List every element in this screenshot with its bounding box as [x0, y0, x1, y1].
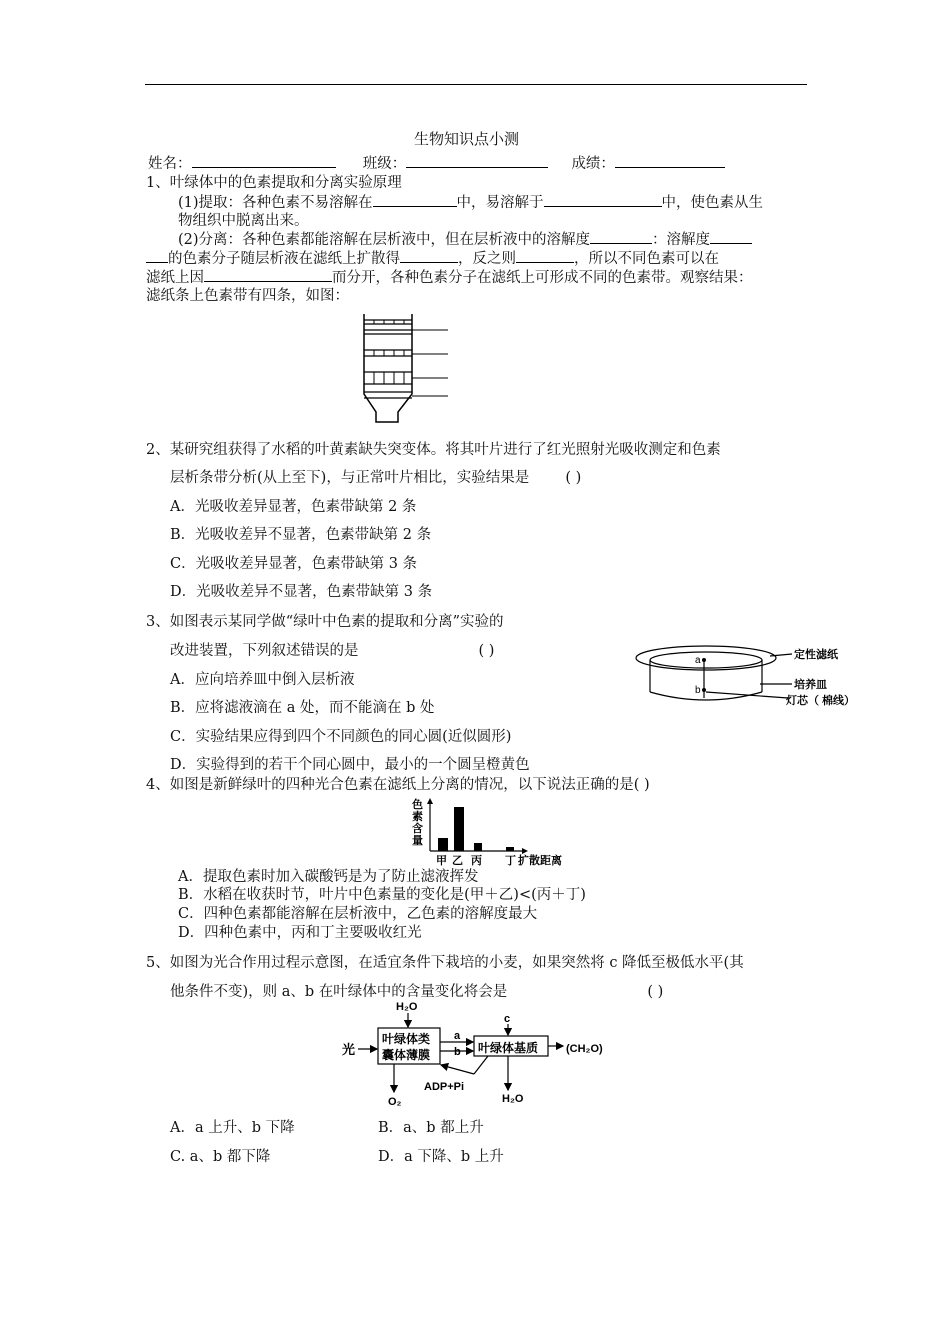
bar-ding [506, 847, 514, 851]
q1-blank-8[interactable] [204, 267, 332, 282]
name-field[interactable] [192, 153, 336, 168]
bar-yi [454, 807, 464, 851]
q2-option-b[interactable]: B．光吸收差异不显著，色素带缺第 2 条 [170, 527, 432, 543]
q1-p2-line4: 滤纸条上色素带有四条，如图： [146, 288, 349, 304]
q3-answer-paren[interactable]: ( ) [478, 643, 495, 659]
q1-blank-3[interactable] [590, 229, 652, 244]
q5-stem-line1: 5、如图为光合作用过程示意图，在适宜条件下栽培的小麦，如果突然将 c 降低至极低水平(其 [146, 955, 744, 971]
class-field[interactable] [406, 153, 548, 168]
x-tick-jia: 甲 [436, 855, 447, 866]
x-tick-yi: 乙 [452, 855, 463, 866]
x-axis-label: 扩散距离 [518, 855, 562, 866]
q3-stem-line1: 3、如图表示某同学做“绿叶中色素的提取和分离”实验的 [146, 614, 504, 630]
adp-label: ADP+Pi [424, 1081, 465, 1093]
dish-label-b: b [695, 685, 701, 696]
q2-option-d[interactable]: D．光吸收差异不显著，色素带缺第 3 条 [170, 584, 433, 600]
svg-text:素: 素 [412, 811, 423, 823]
petri-dish-figure [632, 640, 862, 712]
label-a: a [454, 1030, 461, 1042]
q1-p1-line2: 物组织中脱离出来。 [178, 213, 309, 229]
q2-option-a[interactable]: A．光吸收差异显著，色素带缺第 2 条 [170, 499, 417, 515]
q3-stem-line2: 改进装置，下列叙述错误的是 ( ) [170, 643, 495, 659]
ch2o-label: (CH₂O) [566, 1043, 603, 1055]
bar-jia [438, 838, 448, 851]
q5-option-b[interactable]: B．a、b 都上升 [378, 1120, 484, 1136]
h2o-top-label: H₂O [396, 1001, 418, 1013]
q1-blank-4[interactable] [710, 229, 752, 244]
q2-stem-line1: 2、某研究组获得了水稻的叶黄素缺失突变体。将其叶片进行了红光照射光吸收测定和色素 [146, 442, 721, 458]
pigment-bar-chart [408, 796, 578, 866]
light-label: 光 [342, 1042, 356, 1057]
x-tick-bing: 丙 [471, 855, 482, 866]
header-rule [145, 84, 807, 85]
q2-option-c[interactable]: C．光吸收差异显著，色素带缺第 3 条 [170, 556, 418, 572]
q4-option-c[interactable]: C．四种色素都能溶解在层析液中，乙色素的溶解度最大 [178, 906, 538, 922]
svg-text:量: 量 [412, 835, 423, 847]
page-title: 生物知识点小测 [414, 130, 520, 148]
q1-p2-line3: 滤纸上因 而分开，各种色素分子在滤纸上可形成不同的色素带。观察结果： [146, 267, 753, 288]
q4-option-b[interactable]: B．水稻在收获时节，叶片中色素量的变化是(甲＋乙)<(丙＋丁) [178, 887, 586, 903]
bar-bing [474, 843, 482, 851]
x-tick-ding: 丁 [505, 855, 516, 866]
label-wick: 灯芯（ 棉线） [786, 695, 856, 707]
q1-p2-line2: 的色素分子随层析液在滤纸上扩散得 ，反之则 ，所以不同色素可以在 [146, 248, 719, 269]
svg-text:含: 含 [412, 823, 423, 835]
label-c: c [504, 1013, 511, 1025]
q3-option-a[interactable]: A．应向培养皿中倒入层析液 [170, 672, 355, 688]
q3-option-c[interactable]: C．实验结果应得到四个不同颜色的同心圆(近似圆形) [170, 729, 512, 745]
q1-blank-5[interactable] [146, 248, 168, 263]
o2-label: O₂ [388, 1096, 402, 1108]
q1-p1-line1: (1)提取：各种色素不易溶解在 中，易溶解于 中，使色素从生 [178, 192, 763, 213]
q1-blank-1[interactable] [373, 192, 457, 207]
svg-text:色: 色 [412, 799, 423, 811]
q1-stem: 1、叶绿体中的色素提取和分离实验原理 [146, 175, 402, 191]
name-label: 姓名： [148, 156, 192, 172]
score-label: 成绩： [571, 156, 615, 172]
q1-blank-7[interactable] [516, 248, 574, 263]
score-field[interactable] [615, 153, 725, 168]
label-filter-paper: 定性滤纸 [794, 649, 838, 661]
q2-answer-paren[interactable]: ( ) [565, 470, 582, 486]
h2o-bottom-label: H₂O [502, 1093, 524, 1105]
q1-blank-2[interactable] [544, 192, 662, 207]
q3-option-d[interactable]: D．实验得到的若干个同心圆中，最小的一个圆呈橙黄色 [170, 757, 530, 773]
q5-answer-paren[interactable]: ( ) [647, 984, 664, 1000]
q1-p2-line1: (2)分离：各种色素都能溶解在层析液中，但在层析液中的溶解度 ：溶解度 [178, 229, 752, 250]
q2-stem-line2: 层析条带分析(从上至下)，与正常叶片相比，实验结果是 ( ) [170, 470, 582, 486]
chromatography-tube-figure [356, 312, 456, 426]
class-label: 班级： [362, 156, 407, 172]
q5-stem-line2: 他条件不变)，则 a、b 在叶绿体中的含量变化将会是 ( ) [170, 984, 664, 1000]
q3-option-b[interactable]: B．应将滤液滴在 a 处，而不能滴在 b 处 [170, 700, 435, 716]
chart-y-axis-label [412, 797, 423, 847]
q4-option-a[interactable]: A．提取色素时加入碳酸钙是为了防止滤液挥发 [178, 869, 479, 885]
label-b: b [454, 1046, 461, 1058]
q4-option-d[interactable]: D．四种色素中，丙和丁主要吸收红光 [178, 925, 422, 941]
q4-stem: 4、如图是新鲜绿叶的四种光合色素在滤纸上分离的情况，以下说法正确的是( ) [146, 777, 650, 793]
q5-option-a[interactable]: A．a 上升、b 下降 [170, 1120, 295, 1136]
stroma-label: 叶绿体基质 [478, 1041, 539, 1055]
q1-blank-6[interactable] [400, 248, 458, 263]
label-petri-dish: 培养皿 [794, 679, 827, 691]
dish-label-a: a [695, 655, 701, 666]
thylakoid-label-2: 囊体薄膜 [382, 1048, 431, 1062]
thylakoid-label-1: 叶绿体类 [382, 1032, 431, 1046]
photosynthesis-diagram [338, 998, 628, 1110]
q5-option-d[interactable]: D．a 下降、b 上升 [378, 1149, 504, 1165]
q5-option-c[interactable]: C. a、b 都下降 [170, 1149, 271, 1165]
info-row [148, 152, 725, 173]
